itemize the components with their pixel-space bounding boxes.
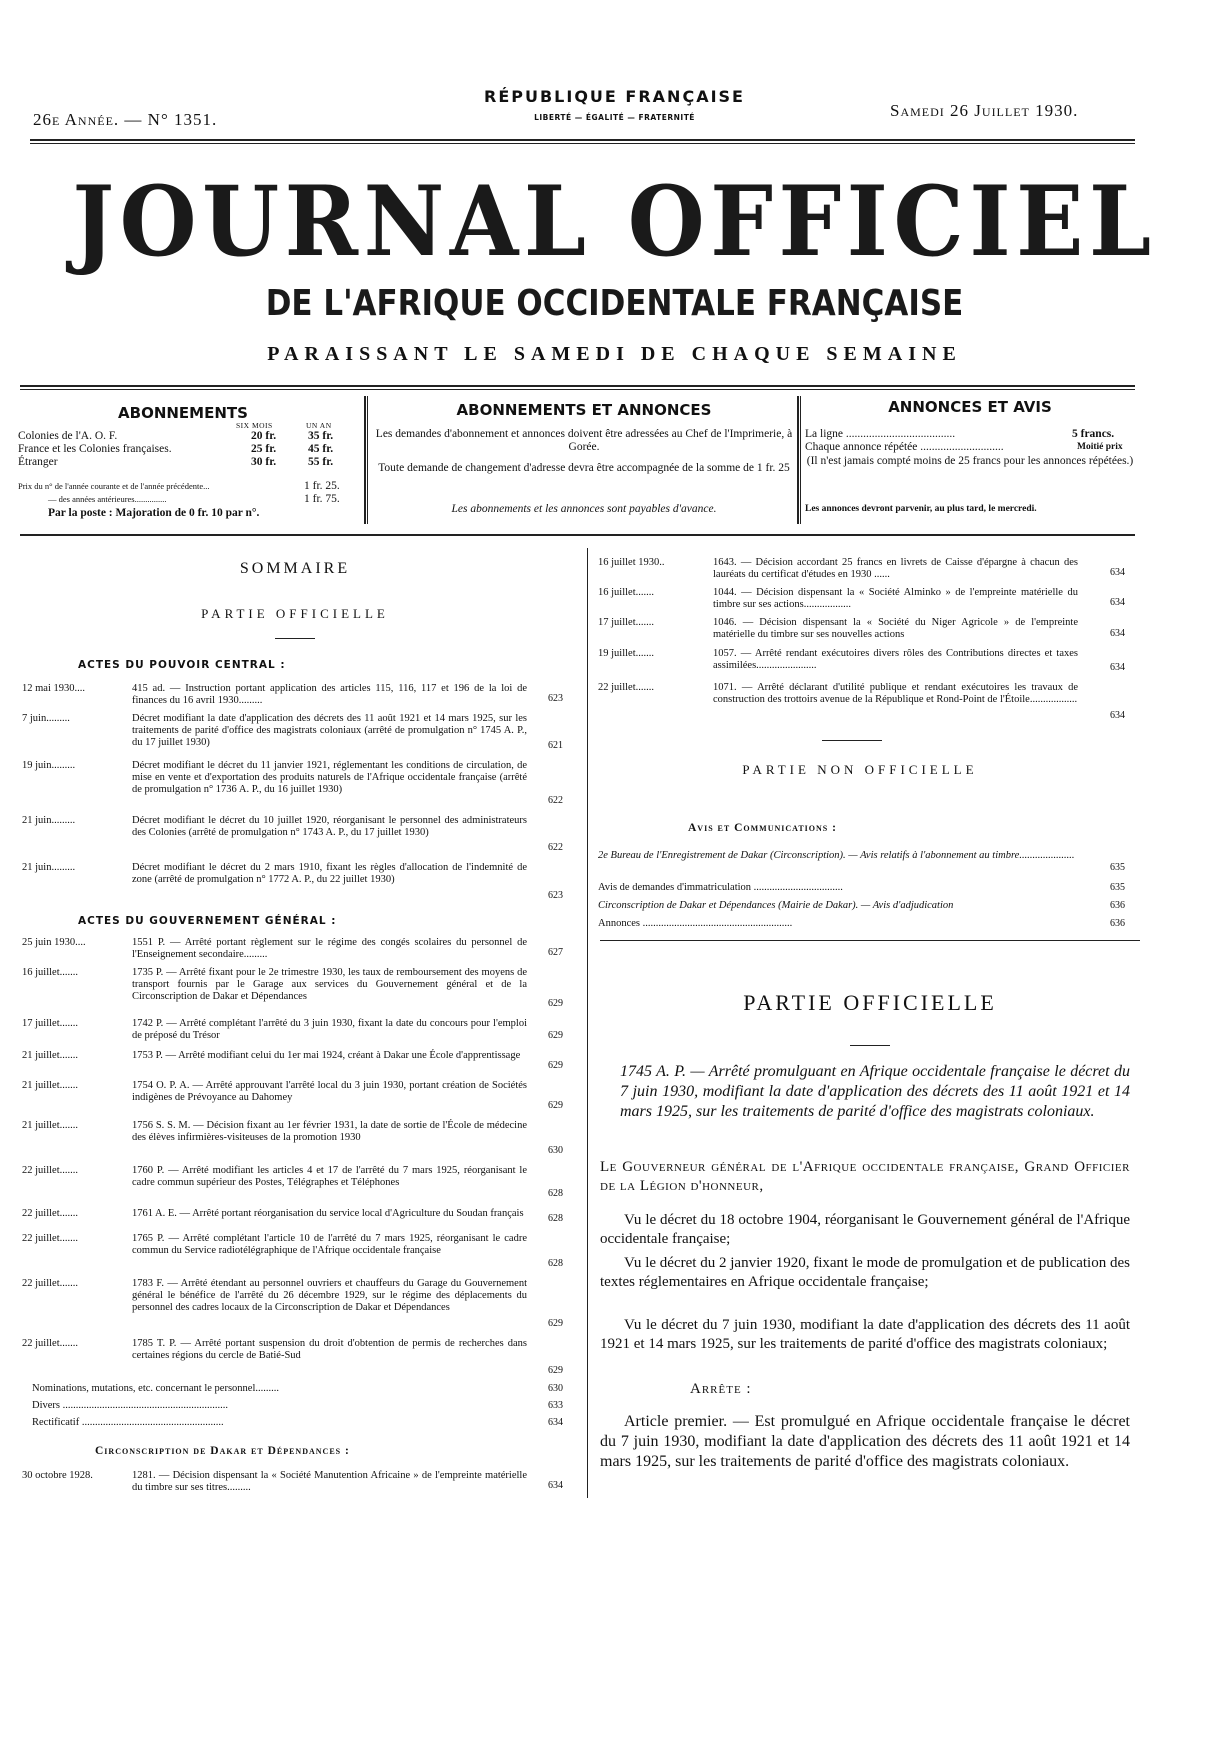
sub-row-label: Colonies de l'A. O. F. — [18, 430, 118, 442]
toc-page-number: 628 — [548, 1188, 563, 1199]
avis-entry: Circonscription de Dakar et Dépendances (Mairie de Dakar). — Avis d'adjudication — [598, 900, 954, 911]
toc-entry — [22, 815, 527, 839]
journal-subtitle: DE L'AFRIQUE OCCIDENTALE FRANÇAISE — [265, 283, 964, 324]
toc-date: 17 juillet....... — [598, 617, 654, 628]
col-six-months: SIX MOIS — [236, 421, 273, 430]
short-rule — [822, 740, 882, 741]
avis-entry: Annonces ......................................................... — [598, 918, 793, 929]
box-bottom-rule — [20, 534, 1135, 536]
box-divider — [797, 396, 799, 524]
toc-page-number: 627 — [548, 947, 563, 958]
avis-entry: 2e Bureau de l'Enregistrement de Dakar (Circonscription). — Avis relatifs à l'abonnement au timbre..................... — [598, 850, 1075, 861]
section-heading: ACTES DU GOUVERNEMENT GÉNÉRAL : — [78, 915, 337, 927]
toc-text: 1765 P. — Arrêté complétant l'article 10 de l'arrêté du 7 mars 1925, réorganisant le cadre commun du Service radiotélégraphique de l'Afrique occidentale française — [132, 1233, 527, 1256]
arrete-heading: Arrête : — [690, 1381, 752, 1397]
toc-text: 1071. — Arrêté déclarant d'utilité publique et rendant exécutoires les travaux de construction des trottoirs avenue de la République et Rond-Point de l'Étoile.................. — [713, 682, 1078, 705]
section-heading: ACTES DU POUVOIR CENTRAL : — [78, 659, 286, 671]
sub-row-six: 30 fr. — [251, 456, 277, 468]
journal-title: JOURNAL OFFICIEL — [72, 165, 1157, 278]
toc-page-number: 636 — [1110, 900, 1125, 911]
toc-text: 1057. — Arrêté rendant exécutoires divers rôles des Contributions directes et taxes assimilées....................... — [713, 648, 1078, 671]
toc-date: 7 juin......... — [22, 713, 70, 724]
toc-date: 22 juillet....... — [22, 1208, 78, 1219]
toc-page-number: 630 — [548, 1145, 563, 1156]
toc-page-number: 629 — [548, 998, 563, 1009]
subscriptions-title: ABONNEMENTS — [118, 404, 248, 422]
toc-entry — [22, 937, 527, 961]
toc-entry — [22, 683, 527, 707]
toc-entry — [22, 1050, 527, 1062]
price-older: — des années antérieures............... — [48, 494, 167, 504]
notices-minimum: (Il n'est jamais compté moins de 25 francs pour les annonces répétées.) — [806, 455, 1134, 467]
toc-page-number: 635 — [1110, 862, 1125, 873]
toc-entry — [598, 617, 1078, 641]
ads-box-payment: Les abonnements et les annonces sont payables d'avance. — [451, 503, 717, 515]
toc-text: 415 ad. — Instruction portant application des articles 115, 116, 117 et 196 de la loi de finances du 16 avril 1930......... — [132, 683, 527, 706]
republic-label: RÉPUBLIQUE FRANÇAISE — [484, 87, 745, 106]
toc-date: 16 juillet....... — [22, 967, 78, 978]
toc-page-number: 634 — [1110, 597, 1125, 608]
toc-page-number: 629 — [548, 1365, 563, 1376]
toc-page-number: 633 — [548, 1400, 563, 1411]
sub-row-label: France et les Colonies françaises. — [18, 443, 172, 455]
box-divider — [364, 396, 366, 524]
toc-entry — [22, 1208, 527, 1220]
toc-page-number: 623 — [548, 890, 563, 901]
toc-date: 22 juillet....... — [22, 1165, 78, 1176]
avis-entry: Avis de demandes d'immatriculation .................................. — [598, 882, 843, 893]
toc-date: 22 juillet....... — [598, 682, 654, 693]
notices-title: ANNONCES ET AVIS — [888, 398, 1052, 416]
toc-page-number: 622 — [548, 842, 563, 853]
toc-text: 1761 A. E. — Arrêté portant réorganisation du service local d'Agriculture du Soudan français — [132, 1208, 524, 1219]
main-partie-title: PARTIE OFFICIELLE — [743, 990, 997, 1015]
toc-page-number: 636 — [1110, 918, 1125, 929]
notices-repeat-value: Moitié prix — [1077, 442, 1123, 452]
partie-non-officielle: PARTIE NON OFFICIELLE — [742, 762, 978, 777]
price-current: Prix du n° de l'année courante et de l'année précédente... — [18, 481, 210, 491]
avis-heading: Avis et Communications : — [688, 822, 837, 834]
sub-row-year: 55 fr. — [308, 456, 334, 468]
toc-date: 22 juillet....... — [22, 1338, 78, 1349]
toc-entry — [598, 648, 1078, 672]
subscriptions-box — [18, 396, 360, 524]
notices-line: La ligne ...................................... — [805, 428, 956, 440]
toc-page-number: 621 — [548, 740, 563, 751]
visa-3: Vu le décret du 7 juin 1930, modifiant la date d'application des décrets des 11 août 1921 et 14 mars 1925, sur les traitements de parité d'office des magistrats coloniaux; — [600, 1317, 1130, 1352]
toc-date: 21 juillet....... — [22, 1080, 78, 1091]
sub-row-year: 45 fr. — [308, 443, 334, 455]
ads-box-address: Les demandes d'abonnement et annonces doivent être adressées au Chef de l'Imprimerie, à Gorée. — [375, 428, 793, 453]
toc-entry — [598, 587, 1078, 611]
short-rule — [850, 1045, 890, 1046]
toc-page-number: 630 — [548, 1383, 563, 1394]
toc-date: 30 octobre 1928. — [22, 1470, 93, 1481]
column-divider — [587, 548, 588, 1498]
toc-entry — [22, 1018, 527, 1042]
box-top-rule-2 — [20, 389, 1135, 390]
toc-entry — [22, 967, 527, 1003]
toc-text: Décret modifiant le décret du 10 juillet 1920, réorganisant le personnel des administrateurs des Colonies (arrêté de promulgation n° 1743 A. P., du 17 juillet 1930) — [132, 815, 527, 838]
toc-date: 21 juin......... — [22, 862, 76, 873]
toc-entry — [22, 1278, 527, 1314]
toc-date: 21 juin......... — [22, 815, 76, 826]
toc-entry — [598, 682, 1078, 706]
notices-box — [805, 396, 1135, 524]
toc-date: 19 juin......... — [22, 760, 76, 771]
toc-page-number: 629 — [548, 1060, 563, 1071]
toc-text: 1753 P. — Arrêté modifiant celui du 1er mai 1924, créant à Dakar une École d'apprentissage — [132, 1050, 521, 1061]
toc-misc-entry: Nominations, mutations, etc. concernant le personnel......... — [32, 1383, 279, 1394]
ads-box — [372, 396, 796, 524]
toc-page-number: 628 — [548, 1258, 563, 1269]
toc-entry — [22, 862, 527, 886]
sommaire-end-rule — [600, 940, 1140, 941]
article-premier: Article premier. — Est promulgué en Afrique occidentale française le décret du 7 juin 1930, modifiant la date d'application des décrets des 11 août 1921 et 14 mars 1925, sur les traitements de parité d'office des magistrats coloniaux. — [600, 1413, 1130, 1470]
toc-page-number: 622 — [548, 795, 563, 806]
motto: LIBERTÉ — ÉGALITÉ — FRATERNITÉ — [534, 113, 695, 122]
section-heading: Circonscription de Dakar et Dépendances : — [95, 1445, 350, 1457]
box-divider — [367, 396, 368, 524]
toc-page-number: 634 — [1110, 628, 1125, 639]
sommaire-partie: PARTIE OFFICIELLE — [201, 606, 389, 621]
toc-page-number: 634 — [548, 1480, 563, 1491]
price-current-value: 1 fr. 25. — [304, 480, 340, 492]
toc-page-number: 634 — [1110, 567, 1125, 578]
toc-page-number: 635 — [1110, 882, 1125, 893]
governor-line: Le Gouverneur général de l'Afrique occidentale française, Grand Officier de la Légion d'honneur, — [600, 1159, 1130, 1194]
toc-date: 12 mai 1930.... — [22, 683, 85, 694]
toc-date: 25 juin 1930.... — [22, 937, 86, 948]
toc-date: 21 juillet....... — [22, 1120, 78, 1131]
sub-row-year: 35 fr. — [308, 430, 334, 442]
header-rule — [30, 139, 1135, 141]
toc-entry — [22, 760, 527, 796]
toc-text: 1742 P. — Arrêté complétant l'arrêté du 3 juin 1930, fixant la date du concours pour l'emploi de préposé du Trésor — [132, 1018, 527, 1041]
toc-text: 1046. — Décision dispensant la « Société du Niger Agricole » de l'empreinte matérielle du timbre sur ses nouvelles actions — [713, 617, 1078, 640]
toc-text: 1783 F. — Arrêté étendant au personnel ouvriers et chauffeurs du Garage du Gouvernement général le bénéfice de l'arrêté du 26 décembre 1929, sur le régime des déplacements du personnel des cadres locaux de la Circonscription de Dakar et Dépendances — [132, 1278, 527, 1313]
toc-date: 19 juillet....... — [598, 648, 654, 659]
toc-text: Décret modifiant le décret du 11 janvier 1921, réglementant les conditions de circulation, de mise en vente et d'exportation des produits naturels de l'Afrique occidentale française (arrêté de promulgation n° 1736 A. P., du 16 juillet 1930) — [132, 760, 527, 795]
box-top-rule — [20, 385, 1135, 387]
sub-row-six: 20 fr. — [251, 430, 277, 442]
toc-page-number: 634 — [548, 1417, 563, 1428]
toc-page-number: 629 — [548, 1030, 563, 1041]
toc-text: 1281. — Décision dispensant la « Société Manutention Africaine » de l'empreinte matérielle du timbre sur ses titres......... — [132, 1470, 527, 1493]
issue-date: Samedi 26 Juillet 1930. — [890, 101, 1079, 120]
toc-date: 17 juillet....... — [22, 1018, 78, 1029]
toc-misc-entry: Divers ............................................................... — [32, 1400, 228, 1411]
toc-entry — [22, 1233, 527, 1257]
price-older-value: 1 fr. 75. — [304, 493, 340, 505]
toc-page-number: 628 — [548, 1213, 563, 1224]
toc-date: 21 juillet....... — [22, 1050, 78, 1061]
postal-surcharge: Par la poste : Majoration de 0 fr. 10 par n°. — [48, 507, 260, 519]
toc-text: Décret modifiant la date d'application des décrets des 11 août 1921 et 14 mars 1925, sur les traitements de parité d'office des magistrats coloniaux (arrêté de promulgation n° 1745 A. P., du 17 juillet 1930) — [132, 713, 527, 748]
toc-entry — [22, 1120, 527, 1144]
short-rule — [275, 638, 315, 639]
notices-line-value: 5 francs. — [1072, 428, 1115, 440]
toc-entry — [598, 557, 1078, 581]
ads-box-title: ABONNEMENTS ET ANNONCES — [456, 401, 712, 419]
toc-text: 1643. — Décision accordant 25 francs en livrets de Caisse d'épargne à chacun des lauréats du certificat d'études en 1930 ...... — [713, 557, 1078, 580]
decree-heading: 1745 A. P. — Arrêté promulguant en Afrique occidentale française le décret du 7 juin 1930, modifiant la date d'application des décrets des 11 août 1921 et 14 mars 1925, sur les traitements de parité d'office des magistrats coloniaux. — [620, 1063, 1130, 1120]
toc-text: 1754 O. P. A. — Arrêté approuvant l'arrêté local du 3 juin 1930, portant création de Sociétés indigènes de Prévoyance au Dahomey — [132, 1080, 527, 1103]
toc-text: 1760 P. — Arrêté modifiant les articles 4 et 17 de l'arrêté du 7 mars 1925, réorganisant le cadre commun supérieur des Postes, Télégraphes et Téléphones — [132, 1165, 527, 1188]
toc-date: 22 juillet....... — [22, 1278, 78, 1289]
toc-entry — [22, 1338, 527, 1362]
col-one-year: UN AN — [306, 421, 332, 430]
toc-text: 1785 T. P. — Arrêté portant suspension du droit d'obtention de permis de recherches dans certaines régions du cercle de Batié-Sud — [132, 1338, 527, 1361]
toc-page-number: 623 — [548, 693, 563, 704]
visa-1: Vu le décret du 18 octobre 1904, réorganisant le Gouvernement général de l'Afrique occidentale française; — [600, 1212, 1130, 1247]
toc-page-number: 629 — [548, 1100, 563, 1111]
notices-repeat: Chaque annonce répétée ............................. — [805, 441, 1004, 453]
toc-page-number: 629 — [548, 1318, 563, 1329]
header-rule-2 — [30, 143, 1135, 144]
sub-row-label: Étranger — [18, 456, 58, 468]
toc-text: Décret modifiant le décret du 2 mars 1910, fixant les règles d'allocation de l'indemnité de zone (arrêté de promulgation n° 1772 A. P., du 22 juillet 1930) — [132, 862, 527, 885]
toc-text: 1756 S. S. M. — Décision fixant au 1er février 1931, la date de sortie de l'École de médecine des élèves infirmières-visiteuses de la promotion 1930 — [132, 1120, 527, 1143]
toc-entry — [22, 1080, 527, 1104]
issue-number: 26e Année. — N° 1351. — [33, 110, 218, 129]
toc-misc-entry: Rectificatif ...................................................... — [32, 1417, 224, 1428]
ads-box-change: Toute demande de changement d'adresse devra être accompagnée de la somme de 1 fr. 25 — [378, 462, 790, 474]
toc-date: 22 juillet....... — [22, 1233, 78, 1244]
toc-text: 1735 P. — Arrêté fixant pour le 2e trimestre 1930, les taux de remboursement des moyens de transport fournis par le Garage aux services du Gouvernement général et de la Circonscription de Dakar et Dépendances — [132, 967, 527, 1002]
sommaire-title: SOMMAIRE — [239, 560, 351, 577]
journal-tagline: PARAISSANT LE SAMEDI DE CHAQUE SEMAINE — [267, 343, 962, 365]
toc-page-number: 634 — [1110, 710, 1125, 721]
toc-text: 1044. — Décision dispensant la « Société Alminko » de l'empreinte matérielle du timbre sur ses actions.................. — [713, 587, 1078, 610]
toc-page-number: 634 — [1110, 662, 1125, 673]
toc-entry — [22, 713, 527, 749]
notices-deadline: Les annonces devront parvenir, au plus tard, le mercredi. — [805, 504, 1037, 514]
box-divider — [800, 396, 801, 524]
visa-2: Vu le décret du 2 janvier 1920, fixant le mode de promulgation et de publication des textes réglementaires en Afrique occidentale française; — [600, 1255, 1130, 1290]
sub-row-six: 25 fr. — [251, 443, 277, 455]
toc-entry — [22, 1470, 527, 1494]
toc-date: 16 juillet....... — [598, 587, 654, 598]
toc-text: 1551 P. — Arrêté portant règlement sur le régime des congés scolaires du personnel de l'Enseignement secondaire......... — [132, 937, 527, 960]
toc-entry — [22, 1165, 527, 1189]
toc-date: 16 juillet 1930.. — [598, 557, 665, 568]
